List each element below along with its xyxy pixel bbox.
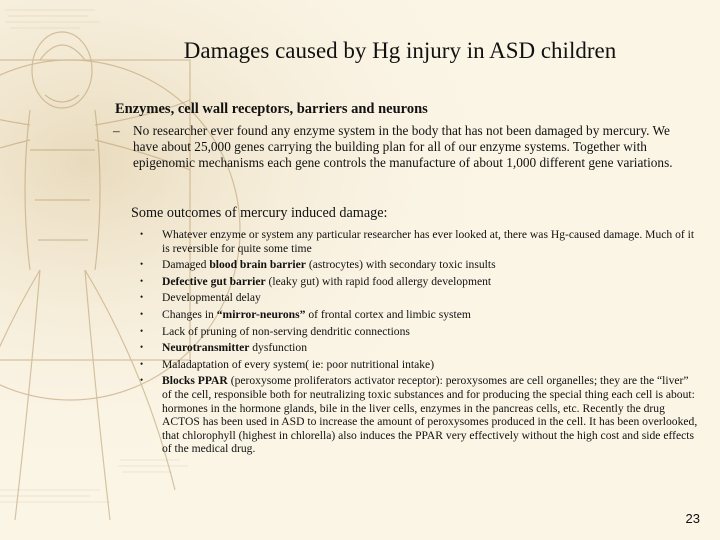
bullet-prefix: Damaged	[162, 258, 210, 272]
section-heading: Enzymes, cell wall receptors, barriers and neurons	[115, 101, 428, 117]
bullet-text: Developmental delay	[162, 291, 261, 305]
bullet-text: Whatever enzyme or system any particular researcher has ever looked at, there was Hg-caused damage. Much of it is reversible for quite some time	[162, 228, 695, 255]
bullet-icon: •	[140, 375, 144, 386]
bullet-bold: Defective gut barrier	[162, 274, 266, 288]
list-item	[140, 358, 700, 372]
bullet-icon: •	[140, 358, 144, 369]
bullet-bold: “mirror-neurons”	[216, 307, 306, 321]
list-item	[140, 275, 700, 289]
bullet-text: Lack of pruning of non-serving dendritic connections	[162, 324, 410, 338]
bullet-icon: •	[140, 275, 144, 286]
bullet-icon: •	[140, 259, 144, 270]
list-item	[140, 308, 700, 322]
bullet-bold: blood brain barrier	[209, 258, 306, 272]
bullet-icon: •	[140, 342, 144, 353]
bullet-text: dysfunction	[249, 341, 307, 355]
list-item	[140, 228, 700, 255]
page-number: 23	[685, 511, 700, 526]
slide-title: Damages caused by Hg injury in ASD children	[183, 38, 617, 63]
bullet-prefix: Changes in	[162, 307, 217, 321]
list-item	[140, 341, 700, 355]
bullet-bold: Blocks PPAR	[162, 374, 228, 388]
bullet-text: (leaky gut) with rapid food allergy development	[265, 274, 492, 288]
bullet-icon: •	[140, 292, 144, 303]
list-item	[140, 374, 700, 456]
bullet-text: Maladaptation of every system( ie: poor nutritional intake)	[162, 357, 435, 371]
bullet-text: (astrocytes) with secondary toxic insults	[305, 258, 496, 272]
dash-marker: –	[113, 123, 120, 138]
outcomes-list	[140, 228, 700, 459]
bullet-icon: •	[140, 308, 144, 319]
dash-paragraph-text: No researcher ever found any enzyme system in the body that has not been damaged by mercury. We have about 25,000 genes carrying the building plan for all of our enzyme systems. Together with epigenomic mechanisms each gene controls the manufacture of about 1,000 different gene variations.	[133, 123, 673, 171]
bullet-text: of frontal cortex and limbic system	[305, 307, 471, 321]
bullet-bold: Neurotransmitter	[162, 341, 250, 355]
list-item	[140, 258, 700, 272]
outcomes-heading: Some outcomes of mercury induced damage:	[131, 205, 388, 221]
bullet-icon: •	[140, 229, 144, 239]
list-item	[140, 291, 700, 305]
list-item	[140, 325, 700, 339]
bullet-icon: •	[140, 325, 144, 336]
bullet-text: (peroxysome proliferators activator receptor): peroxysomes are cell organelles; they are the “liver” of the cell, responsible both for neutralizing toxic substances and for producing the special thing each cell is about: hormones in the hormone glands, bile in the liver cells, enzymes in the pancreas cells, etc. Recently the drug ACTOS has been used in ASD to increase the amount of peroxysomes produced in the cell. It has been overlooked, that chlorophyll (highest in chlorella) also induces the PPAR very effectively without the high cost and side effects of the medical drug.	[162, 374, 698, 456]
